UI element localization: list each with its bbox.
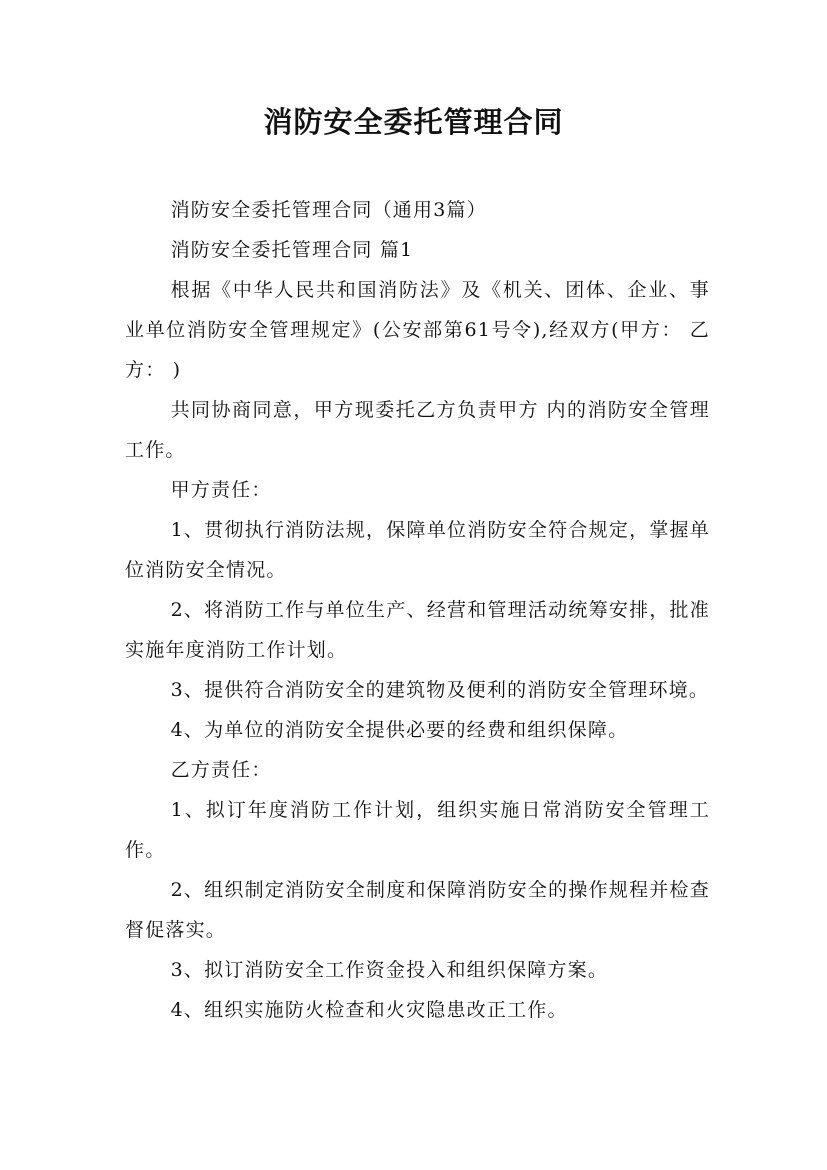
paragraph-party-a-item-2: 2、将消防工作与单位生产、经营和管理活动统筹安排，批准实施年度消防工作计划。 [125,599,710,661]
paragraph-party-b-item-2: 2、组织制定消防安全制度和保障消防安全的操作规程并检查督促落实。 [125,879,710,941]
paragraph-basis: 根据《中华人民共和国消防法》及《机关、团体、企业、事业单位消防安全管理规定》(公安部第61号令),经双方(甲方： 乙方： ) [125,279,710,381]
paragraph-party-a-heading: 甲方责任： [170,479,272,501]
paragraph-agreement: 共同协商同意，甲方现委托乙方负责甲方 内的消防安全管理工作。 [125,399,710,461]
paragraph-party-a-item-3: 3、提供符合消防安全的建筑物及便利的消防安全管理环境。 [170,679,710,701]
document-title: 消防安全委托管理合同 [263,105,564,139]
paragraph-party-b-item-3: 3、拟订消防安全工作资金投入和组织保障方案。 [170,959,609,981]
paragraph-party-b-heading: 乙方责任： [170,759,272,781]
paragraph-party-b-item-4: 4、组织实施防火检查和火灾隐患改正工作。 [170,999,568,1021]
paragraph-party-a-item-1: 1、贯彻执行消防法规，保障单位消防安全符合规定，掌握单位消防安全情况。 [125,519,710,581]
paragraph-party-a-item-4: 4、为单位的消防安全提供必要的经费和组织保障。 [170,719,629,741]
paragraph-subtitle: 消防安全委托管理合同（通用3篇） [170,199,487,221]
document-body [125,190,710,1030]
paragraph-section-heading: 消防安全委托管理合同 篇1 [170,239,414,261]
paragraph-party-b-item-1: 1、拟订年度消防工作计划，组织实施日常消防安全管理工作。 [125,799,710,861]
